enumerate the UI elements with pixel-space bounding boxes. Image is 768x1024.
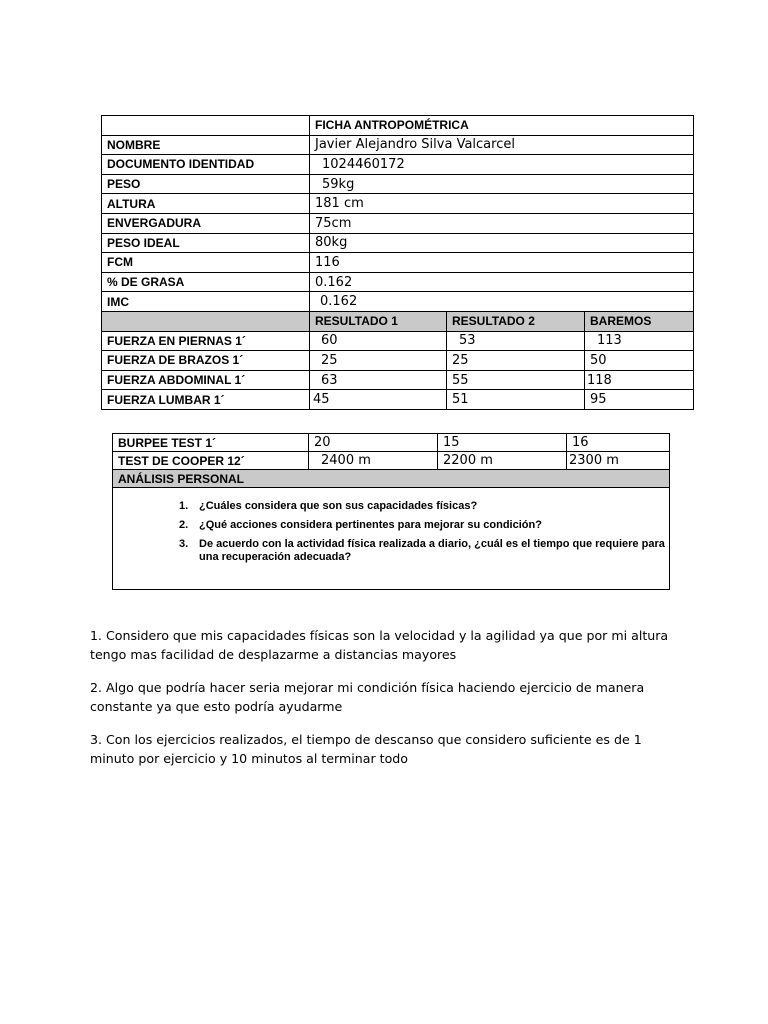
baremos-value: 113 xyxy=(585,331,694,351)
analysis-questions-cell xyxy=(113,488,670,590)
field-value: 1024460172 xyxy=(310,155,694,175)
test-value-1: 2400 m xyxy=(309,452,438,470)
ficha-row xyxy=(102,194,694,214)
ficha-row xyxy=(102,213,694,233)
test-value-1: 20 xyxy=(309,434,438,452)
field-value: 59kg xyxy=(310,174,694,194)
baremos-value: 95 xyxy=(585,390,694,410)
empty-shaded-cell xyxy=(102,311,310,331)
field-value: 0.162 xyxy=(310,292,694,312)
result-1-value: 45 xyxy=(310,390,447,410)
test-row xyxy=(113,452,670,470)
result-1-value: 63 xyxy=(310,370,447,390)
strength-row xyxy=(102,351,694,371)
strength-label: FUERZA DE BRAZOS 1´ xyxy=(102,351,310,371)
result-header-row xyxy=(102,311,694,331)
answer-paragraph: 3. Con los ejercicios realizados, el tiempo de descanso que considero suficiente es de 1 minuto por ejercicio y 10 minutos al terminar todo xyxy=(90,732,642,766)
result-header: RESULTADO 1 xyxy=(310,311,447,331)
analysis-questions-row xyxy=(113,488,670,590)
test-label: BURPEE TEST 1´ xyxy=(113,434,309,452)
question-item xyxy=(113,519,669,532)
ficha-row xyxy=(102,135,694,155)
question-number: 3. xyxy=(179,538,189,550)
field-label: IMC xyxy=(102,292,310,312)
ficha-title-row xyxy=(102,116,694,136)
question-number: 1. xyxy=(179,500,189,512)
test-value-3: 2300 m xyxy=(567,452,670,470)
field-label: DOCUMENTO IDENTIDAD xyxy=(102,155,310,175)
test-row xyxy=(113,434,670,452)
question-text: ¿Cuáles considera que son sus capacidades físicas? xyxy=(199,500,478,512)
field-value: Javier Alejandro Silva Valcarcel xyxy=(310,135,694,155)
field-label: PESO xyxy=(102,174,310,194)
field-label: % DE GRASA xyxy=(102,272,310,292)
answers-section xyxy=(90,626,675,782)
answer-paragraph: 1. Considero que mis capacidades físicas son la velocidad y la agilidad ya que por mi altura tengo mas facilidad de desplazarme a distancias mayores xyxy=(90,628,669,662)
field-value: 0.162 xyxy=(310,272,694,292)
strength-row xyxy=(102,331,694,351)
field-label: NOMBRE xyxy=(102,135,310,155)
result-2-value: 51 xyxy=(447,390,585,410)
field-label: ALTURA xyxy=(102,194,310,214)
result-2-value: 55 xyxy=(447,370,585,390)
field-label: PESO IDEAL xyxy=(102,233,310,253)
strength-label: FUERZA LUMBAR 1´ xyxy=(102,390,310,410)
ficha-row xyxy=(102,233,694,253)
test-label: TEST DE COOPER 12´ xyxy=(113,452,309,470)
tests-table xyxy=(112,433,670,590)
result-2-value: 25 xyxy=(447,351,585,371)
field-value: 116 xyxy=(310,253,694,273)
ficha-row xyxy=(102,253,694,273)
field-value: 75cm xyxy=(310,213,694,233)
question-text: ¿Qué acciones considera pertinentes para mejorar su condición? xyxy=(199,519,542,531)
question-number: 2. xyxy=(179,519,189,531)
ficha-row xyxy=(102,272,694,292)
question-item xyxy=(113,538,669,564)
question-item xyxy=(113,500,669,513)
ficha-antropometrica-table xyxy=(101,115,694,410)
result-1-value: 60 xyxy=(310,331,447,351)
field-label: ENVERGADURA xyxy=(102,213,310,233)
field-value: 181 cm xyxy=(310,194,694,214)
ficha-row xyxy=(102,155,694,175)
test-value-3: 16 xyxy=(567,434,670,452)
empty-cell xyxy=(102,116,310,136)
analysis-header-row xyxy=(113,470,670,488)
field-value: 80kg xyxy=(310,233,694,253)
question-text: De acuerdo con la actividad física realizada a diario, ¿cuál es el tiempo que requiere para una recuperación adecuada? xyxy=(199,538,665,563)
strength-row xyxy=(102,390,694,410)
analysis-title: ANÁLISIS PERSONAL xyxy=(113,470,670,488)
result-2-value: 53 xyxy=(447,331,585,351)
ficha-title: FICHA ANTROPOMÉTRICA xyxy=(310,116,694,136)
questions-list xyxy=(113,500,669,564)
result-header: RESULTADO 2 xyxy=(447,311,585,331)
ficha-row xyxy=(102,292,694,312)
test-value-2: 2200 m xyxy=(438,452,567,470)
result-header: BAREMOS xyxy=(585,311,694,331)
result-1-value: 25 xyxy=(310,351,447,371)
baremos-value: 118 xyxy=(585,370,694,390)
ficha-row xyxy=(102,174,694,194)
answer-paragraph: 2. Algo que podría hacer seria mejorar mi condición física haciendo ejercicio de manera constante ya que esto podría ayudarme xyxy=(90,680,645,714)
test-value-2: 15 xyxy=(438,434,567,452)
baremos-value: 50 xyxy=(585,351,694,371)
strength-row xyxy=(102,370,694,390)
strength-label: FUERZA ABDOMINAL 1´ xyxy=(102,370,310,390)
strength-label: FUERZA EN PIERNAS 1´ xyxy=(102,331,310,351)
field-label: FCM xyxy=(102,253,310,273)
